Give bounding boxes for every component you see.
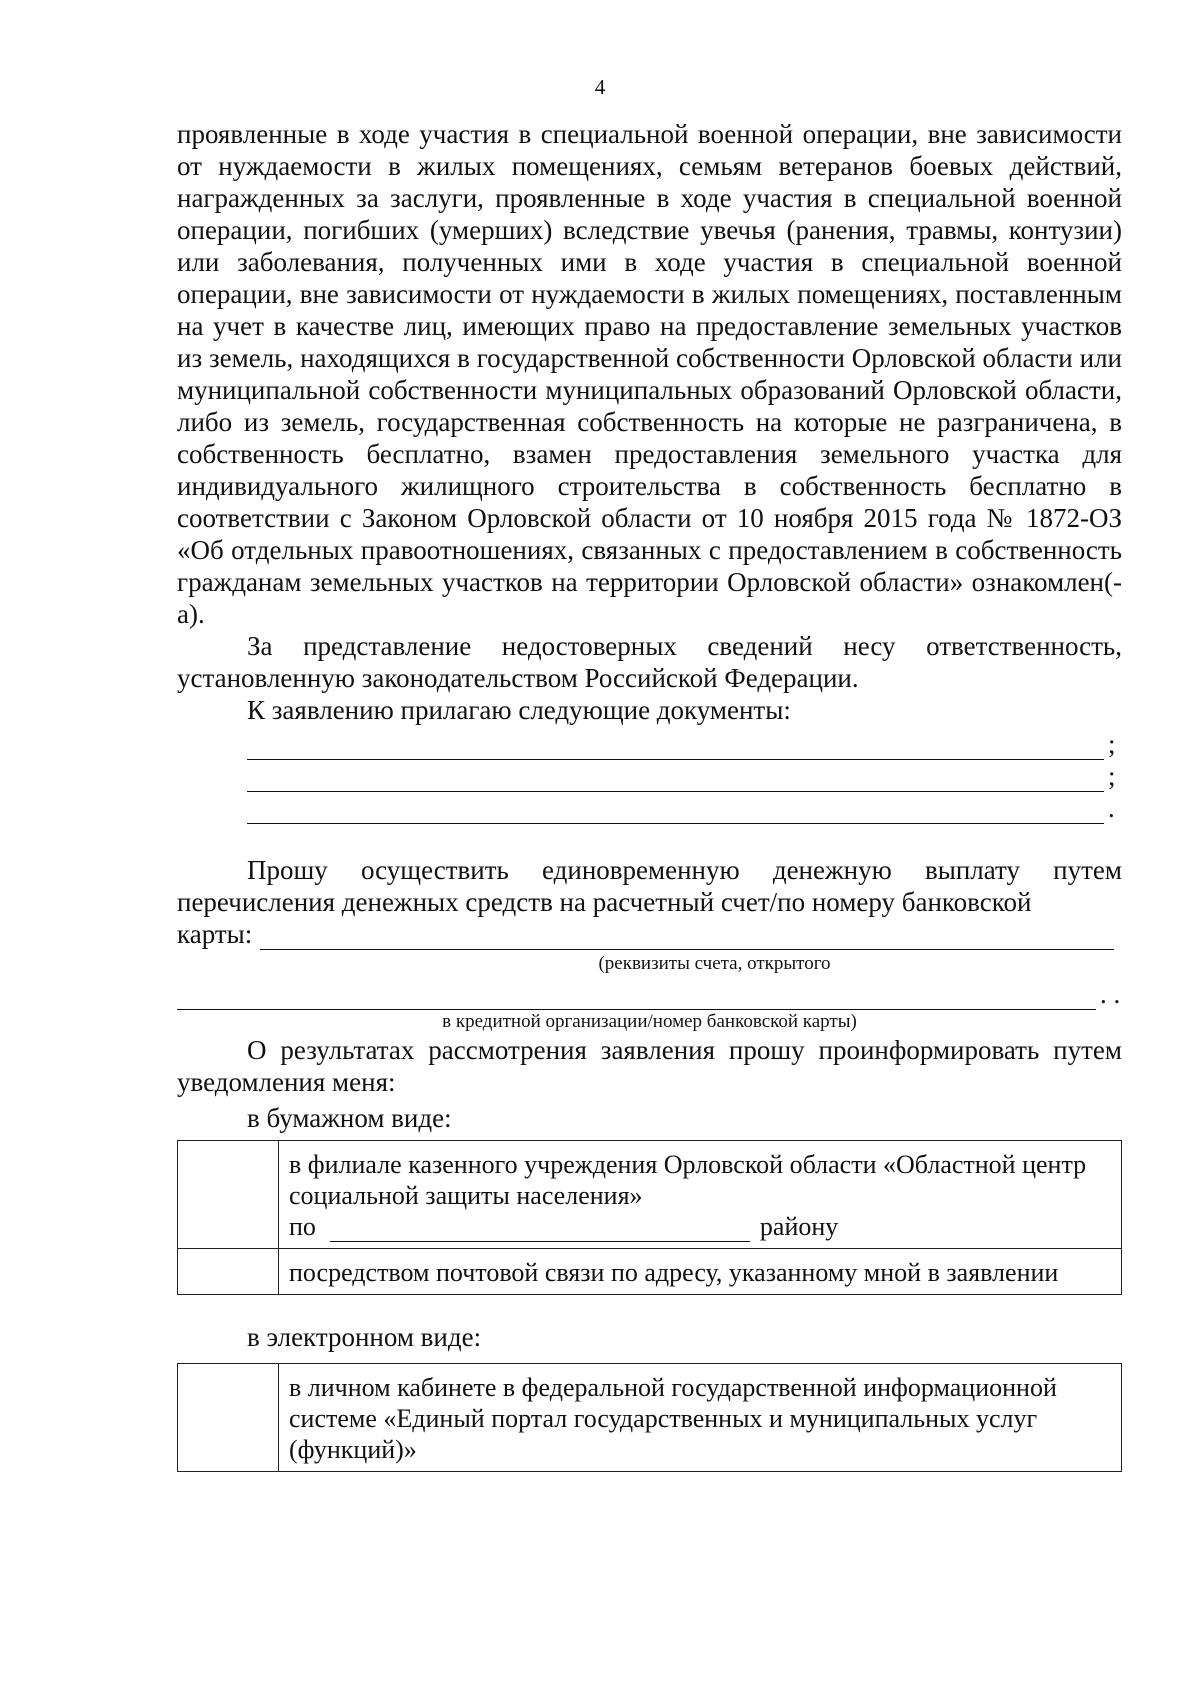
page-number: 4	[594, 75, 606, 99]
paragraph-attachments: К заявлению прилагаю следующие документы:	[247, 695, 791, 725]
paper-section-label: в бумажном виде:	[247, 1103, 452, 1133]
card-label: карты:	[177, 919, 253, 949]
district-field	[289, 1211, 1115, 1242]
paragraph-responsibility: За представление недостоверных сведений несу ответственность, установленную законодательством Российской Федерации.	[177, 631, 1122, 693]
paper-option-branch	[279, 1141, 1122, 1249]
paper-option-mail-checkbox[interactable]	[178, 1249, 279, 1295]
table-row	[178, 1249, 1122, 1295]
electronic-options-table	[177, 1363, 1122, 1472]
blank-line[interactable]	[247, 799, 1104, 824]
district-blank[interactable]	[330, 1217, 750, 1242]
card-details-blank[interactable]	[260, 925, 1114, 950]
blank-line[interactable]	[247, 735, 1104, 760]
document-body	[177, 118, 1122, 1472]
line-punctuation: ;	[1108, 729, 1116, 759]
line-punctuation: .	[1108, 793, 1115, 823]
line-punctuation: ;	[1108, 761, 1116, 791]
table-row	[178, 1364, 1122, 1472]
paper-option-branch-checkbox[interactable]	[178, 1141, 279, 1249]
electronic-option-portal: в личном кабинете в федеральной государственной информационной системе «Единый портал государственных и муниципальных услуг (функций)»	[279, 1364, 1122, 1472]
paragraph-payment-request: Прошу осуществить единовременную денежную выплату путем перечисления денежных средств на расчетный счет/по номеру банковской	[177, 855, 1122, 917]
paper-option-mail: посредством почтовой связи по адресу, указанному мной в заявлении	[279, 1249, 1122, 1295]
electronic-option-portal-checkbox[interactable]	[178, 1364, 279, 1472]
attachments-list	[247, 728, 1122, 824]
paragraph-notification: О результатах рассмотрения заявления прошу проинформировать путем уведомления меня:	[177, 1035, 1122, 1097]
attachment-line[interactable]	[247, 792, 1122, 824]
caption-account-top: (реквизиты счета, открытого	[598, 953, 831, 974]
district-prefix: по	[289, 1212, 316, 1241]
paper-option-branch-text: в филиале казенного учреждения Орловской области «Областной центр социальной защиты населения»	[289, 1150, 1087, 1210]
district-suffix: району	[759, 1212, 839, 1241]
paper-options-table	[177, 1140, 1122, 1295]
caption-account-bottom: в кредитной организации/номер банковской карты)	[442, 1011, 857, 1032]
table-row	[178, 1141, 1122, 1249]
attachment-line[interactable]	[247, 760, 1122, 792]
electronic-section-label: в электронном виде:	[247, 1322, 482, 1352]
line-punctuation: . .	[1100, 979, 1121, 1009]
attachment-line[interactable]	[247, 728, 1122, 760]
blank-line[interactable]	[247, 767, 1104, 792]
paragraph-acknowledgement: проявленные в ходе участия в специальной военной операции, вне зависимости от нуждаемости в жилых помещениях, семьям ветеранов боевых действий, награжденных за заслуги, проявленные в ходе участия в специальной военной операции, погибших (умерших) вследствие увечья (ранения, травмы, контузии) или заболевания, полученных ими в ходе участия в специальной военной операции, вне зависимости от нуждаемости в жилых помещениях, поставленным на учет в качестве лиц, имеющих право на предоставление земельных участков из земель, находящихся в государственной собственности Орловской области или муниципальной собственности муниципальных образований Орловской области, либо из земель, государственная собственность на которые не разграничена, в собственность бесплатно, взамен предоставления земельного участка для индивидуального жилищного строительства в собственность бесплатно в соответствии с Законом Орловской области от 10 ноября 2015 года № 1872-ОЗ «Об отдельных правоотношениях, связанных с предоставлением в собственность гражданам земельных участков на территории Орловской области» ознакомлен(-а).	[177, 119, 1122, 629]
account-details-blank[interactable]	[177, 983, 1096, 1010]
card-field-row	[177, 918, 1122, 950]
account-field-row	[177, 976, 1122, 1010]
